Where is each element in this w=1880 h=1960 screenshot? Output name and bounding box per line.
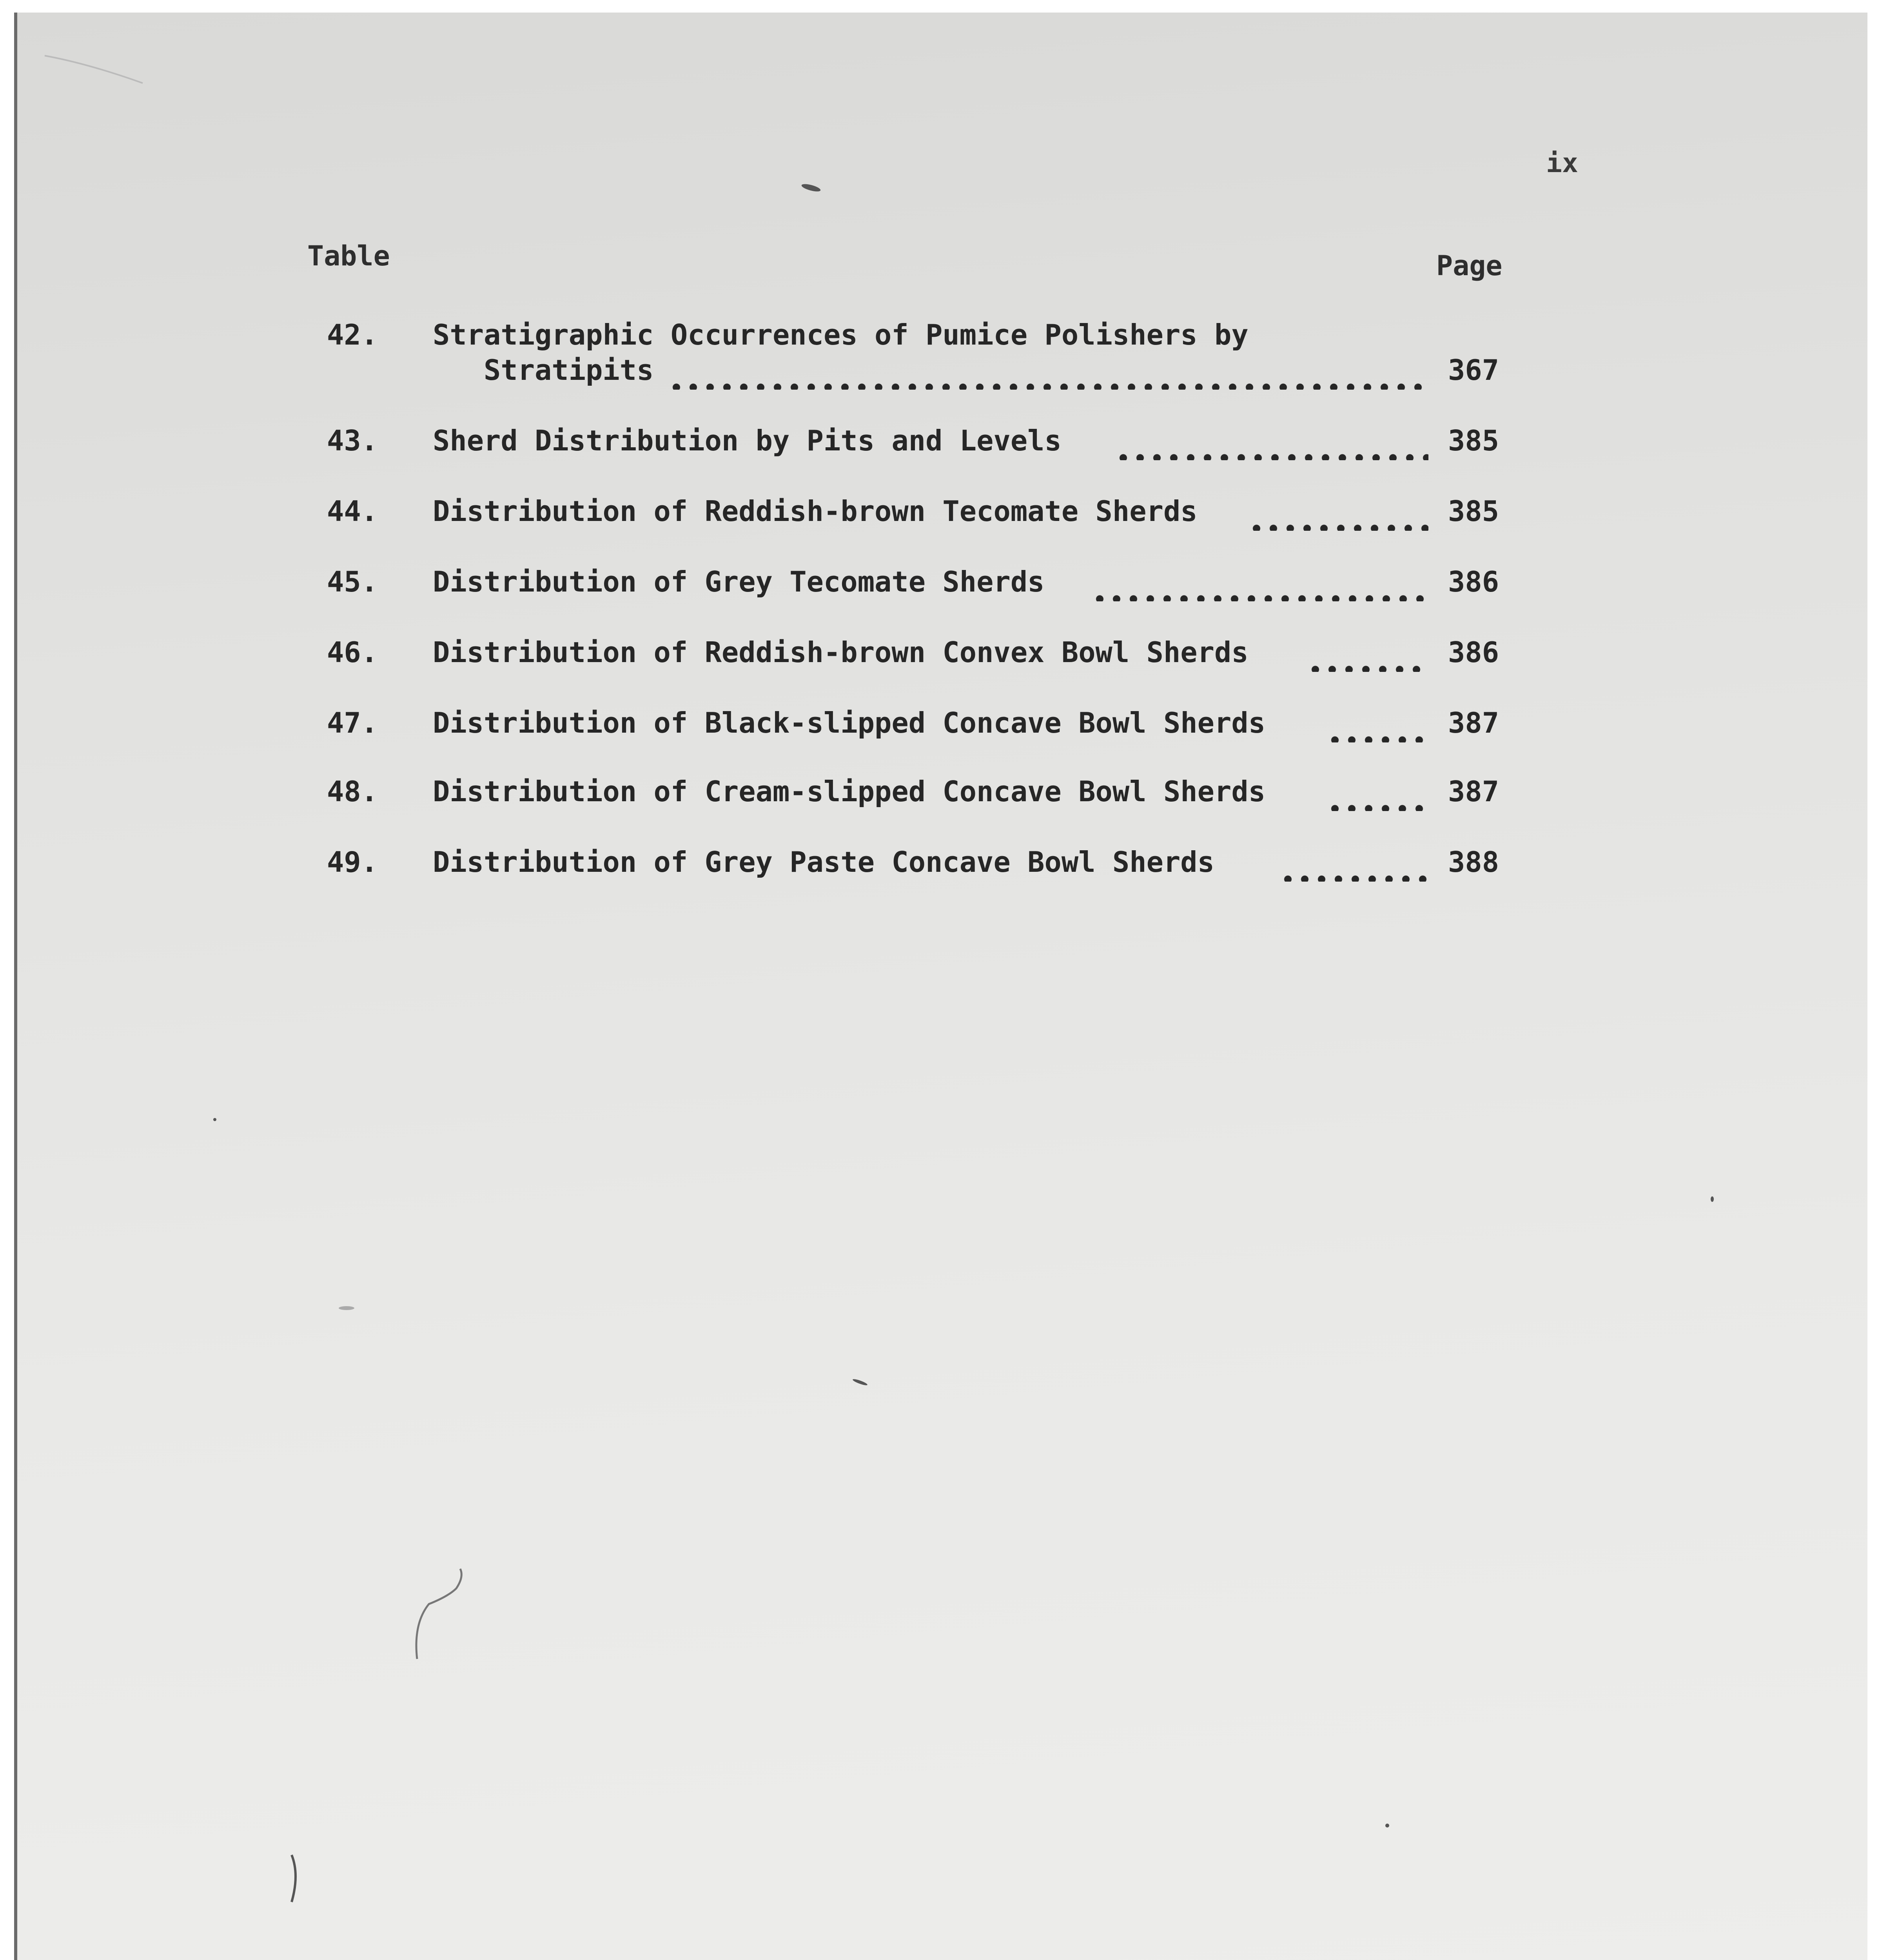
entry-title: Sherd Distribution by Pits and Levels	[433, 424, 1062, 457]
page-number: ix	[1546, 148, 1578, 179]
dot-leader	[668, 361, 1428, 390]
dot-leader	[1307, 644, 1428, 672]
entry-number: 42.	[327, 318, 378, 351]
page-column-heading: Page	[1436, 250, 1503, 282]
scan-speck	[1711, 1196, 1714, 1202]
entry-page: 387	[1448, 775, 1499, 808]
entry-number: 46.	[327, 636, 378, 669]
dot-leader	[1327, 714, 1428, 742]
entry-page: 386	[1448, 636, 1499, 669]
dot-leader	[1279, 853, 1428, 882]
entry-page: 386	[1448, 565, 1499, 598]
entry-number: 43.	[327, 424, 378, 457]
scan-hair	[41, 48, 158, 95]
entry-title: Distribution of Reddish-brown Tecomate Sherds	[433, 495, 1198, 528]
scan-speck	[213, 1118, 216, 1121]
dot-leader	[1327, 783, 1428, 811]
entry-page: 385	[1448, 424, 1499, 457]
entry-number: 48.	[327, 775, 378, 808]
scan-speck	[1385, 1824, 1389, 1828]
entry-title: Stratigraphic Occurrences of Pumice Polishers by	[433, 318, 1248, 351]
entry-title: Distribution of Grey Tecomate Sherds	[433, 565, 1045, 598]
entry-page: 385	[1448, 495, 1499, 528]
list-item	[17, 846, 1867, 1043]
dot-leader	[1091, 573, 1428, 601]
table-column-heading: Table	[307, 240, 390, 272]
entry-title: Distribution of Black-slipped Concave Bowl Sherds	[433, 706, 1266, 739]
entry-page: 367	[1448, 354, 1499, 387]
entry-number: 44.	[327, 495, 378, 528]
entry-number: 45.	[327, 565, 378, 598]
dot-leader	[1115, 432, 1428, 460]
entry-title: Distribution of Reddish-brown Convex Bowl Sherds	[433, 636, 1248, 669]
entry-title: Distribution of Grey Paste Concave Bowl Sherds	[433, 846, 1214, 878]
entry-title: Distribution of Cream-slipped Concave Bowl Sherds	[433, 775, 1266, 808]
scan-hair	[284, 1851, 307, 1906]
scanned-page	[14, 13, 1867, 1960]
entry-title-continued: Stratipits	[484, 354, 654, 387]
entry-page: 388	[1448, 846, 1499, 878]
entry-number: 49.	[327, 846, 378, 878]
scan-speck	[339, 1306, 354, 1310]
entry-page: 387	[1448, 706, 1499, 739]
entry-number: 47.	[327, 706, 378, 739]
table-of-tables-list	[17, 13, 1867, 1960]
dot-leader	[1248, 503, 1428, 531]
scan-hair	[405, 1565, 484, 1667]
